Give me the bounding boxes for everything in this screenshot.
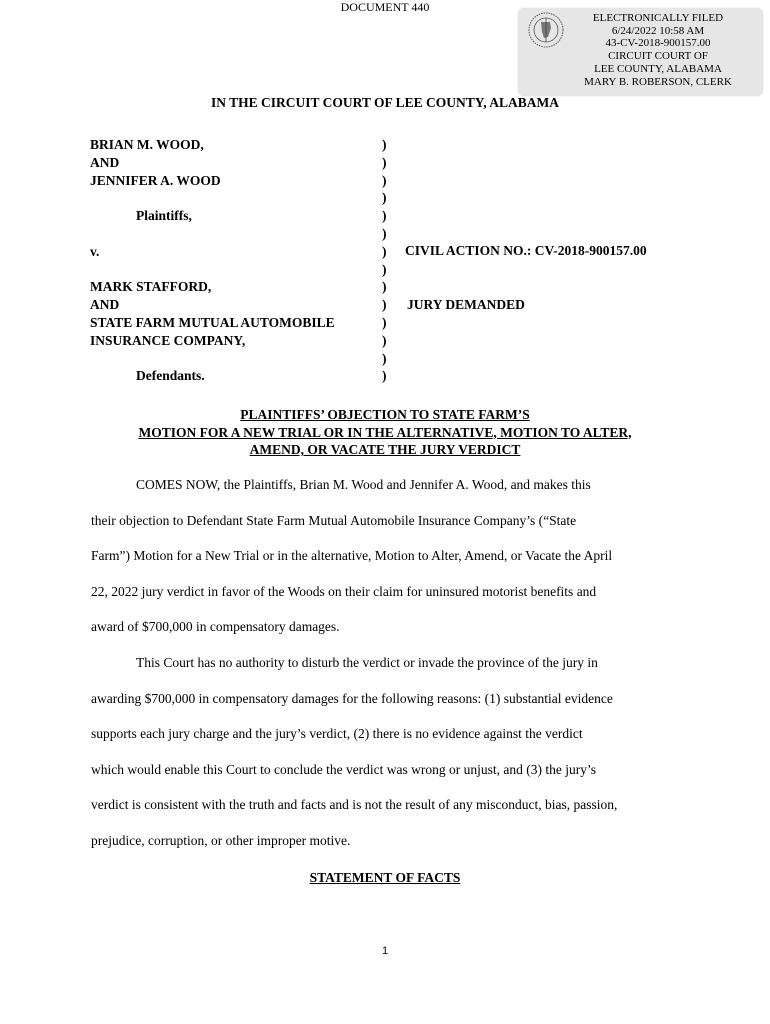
motion-title	[0, 406, 770, 459]
caption-paren: )	[382, 190, 387, 206]
caption-line: Defendants.	[136, 368, 205, 384]
caption-line: JENNIFER A. WOOD	[90, 172, 221, 188]
caption-line: AND	[90, 297, 120, 313]
motion-title-line: MOTION FOR A NEW TRIAL OR IN THE ALTERNATIVE, MOTION TO ALTER,	[138, 424, 632, 440]
caption-line: AND	[90, 154, 120, 170]
stamp-line: LEE COUNTY, ALABAMA	[594, 62, 722, 75]
jury-demanded: JURY DEMANDED	[407, 297, 525, 312]
caption-paren: )	[382, 208, 387, 224]
page-number: 1	[381, 945, 389, 957]
caption-paren: )	[382, 225, 387, 241]
court-heading: IN THE CIRCUIT COURT OF LEE COUNTY, ALABAMA	[210, 95, 560, 110]
body-line: awarding $700,000 in compensatory damages for the following reasons: (1) substantial evidence	[91, 690, 613, 706]
caption-line	[90, 261, 335, 279]
body-line: This Court has no authority to disturb the verdict or invade the province of the jury in	[136, 654, 598, 670]
body-line: their objection to Defendant State Farm Mutual Automobile Insurance Company’s (“State	[91, 512, 577, 528]
caption-paren: )	[382, 172, 387, 188]
body-line: COMES NOW, the Plaintiffs, Brian M. Wood and Jennifer A. Wood, and makes this	[136, 477, 591, 492]
motion-title-line: AMEND, OR VACATE THE JURY VERDICT	[249, 442, 521, 457]
stamp-line: MARY B. ROBERSON, CLERK	[584, 75, 732, 88]
filing-stamp-text	[558, 12, 758, 88]
caption-paren: )	[382, 279, 387, 295]
caption-paren: )	[382, 261, 387, 277]
caption-paren: )	[382, 314, 387, 330]
body-line: supports each jury charge and the jury’s verdict, (2) there is no evidence against the verdict	[91, 726, 583, 742]
body-line: prejudice, corruption, or other improper motive.	[91, 832, 351, 848]
caption-line: Plaintiffs,	[136, 208, 192, 224]
body-paragraphs	[91, 474, 681, 866]
caption-paren: )	[382, 350, 387, 366]
caption-paren: )	[382, 243, 387, 259]
caption-line: MARK STAFFORD,	[90, 279, 212, 295]
body-line: 22, 2022 jury verdict in favor of the Woods on their claim for uninsured motorist benefits and	[91, 583, 597, 599]
stamp-line: 6/24/2022 10:58 AM	[611, 24, 705, 37]
caption-line: BRIAN M. WOOD,	[90, 137, 204, 152]
body-line: award of $700,000 in compensatory damages.	[91, 619, 340, 635]
caption-paren: )	[382, 297, 387, 313]
caption-line: v.	[90, 243, 100, 259]
civil-action-number: CIVIL ACTION NO.: CV-2018-900157.00	[405, 243, 647, 258]
caption-paren: )	[382, 332, 387, 348]
body-line: which would enable this Court to conclude the verdict was wrong or unjust, and (3) the jury’s	[91, 761, 597, 777]
stamp-line: CIRCUIT COURT OF	[608, 50, 708, 63]
caption-paren: )	[382, 368, 387, 384]
section-heading-statement-of-facts: STATEMENT OF FACTS	[309, 870, 461, 885]
filing-stamp	[518, 8, 763, 96]
caption-parentheses	[382, 136, 387, 385]
caption-line	[90, 350, 335, 368]
stamp-line: 43-CV-2018-900157.00	[605, 37, 711, 50]
caption-line	[90, 225, 335, 243]
case-caption-parties	[90, 136, 335, 385]
body-line: verdict is consistent with the truth and facts and is not the result of any misconduct, bias, passion,	[91, 797, 618, 813]
motion-title-line: PLAINTIFFS’ OBJECTION TO STATE FARM’S	[240, 407, 530, 422]
caption-line: STATE FARM MUTUAL AUTOMOBILE	[90, 314, 335, 330]
stamp-line: ELECTRONICALLY FILED	[592, 12, 724, 24]
caption-line: INSURANCE COMPANY,	[90, 332, 246, 348]
caption-line	[90, 189, 335, 207]
body-line: Farm”) Motion for a New Trial or in the alternative, Motion to Alter, Amend, or Vacate the April	[91, 548, 613, 564]
caption-paren: )	[382, 137, 387, 152]
document-number: DOCUMENT 440	[340, 0, 430, 14]
caption-paren: )	[382, 154, 387, 170]
